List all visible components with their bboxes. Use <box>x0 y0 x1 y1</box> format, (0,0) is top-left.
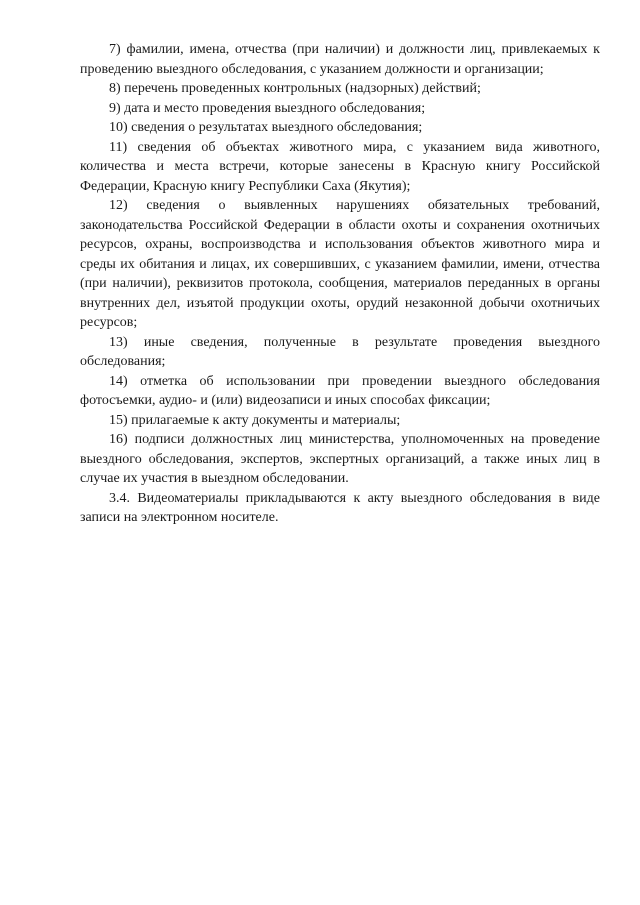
paragraph-item-13: 13) иные сведения, полученные в результате проведения выездного обследования; <box>80 334 600 369</box>
paragraph-section-3-4: 3.4. Видеоматериалы прикладываются к акту выездного обследования в виде записи на электронном носителе. <box>80 490 600 525</box>
document-body <box>80 40 600 528</box>
paragraph-item-8: 8) перечень проведенных контрольных (надзорных) действий; <box>109 81 481 96</box>
paragraph-item-7: 7) фамилии, имена, отчества (при наличии) и должности лиц, привлекаемых к проведению выездного обследования, с указанием должности и организации; <box>80 42 600 77</box>
paragraph-item-16: 16) подписи должностных лиц министерства, уполномоченных на проведение выездного обследования, экспертов, экспертных организаций, а также иных лиц в случае их участия в выездном обследовании. <box>80 432 600 486</box>
paragraph-item-11: 11) сведения об объектах животного мира, с указанием вида животного, количества и места встречи, которые занесены в Красную книгу Российской Федерации, Красную книгу Республики Саха (Якутия); <box>80 139 600 194</box>
paragraph-item-14: 14) отметка об использовании при проведении выездного обследования фотосъемки, аудио- и (или) видеозаписи и иных способах фиксации; <box>80 373 600 408</box>
paragraph-item-10: 10) сведения о результатах выездного обследования; <box>109 120 423 135</box>
paragraph-item-9: 9) дата и место проведения выездного обследования; <box>109 100 426 116</box>
paragraph-item-12: 12) сведения о выявленных нарушениях обязательных требований, законодательства Российской Федерации в области охоты и сохранения охотничьих ресурсов, охраны, воспроизводства и использования объектов животного мира и среды их обитания и лицах, их совершивших, с указанием фамилии, имени, отчества (при наличии), реквизитов протокола, сообщения, материалов переданных в органы внутренних дел, изъятой продукции охоты, орудий незаконной добычи охотничьих ресурсов; <box>80 198 600 330</box>
paragraph-item-15: 15) прилагаемые к акту документы и материалы; <box>109 412 401 428</box>
